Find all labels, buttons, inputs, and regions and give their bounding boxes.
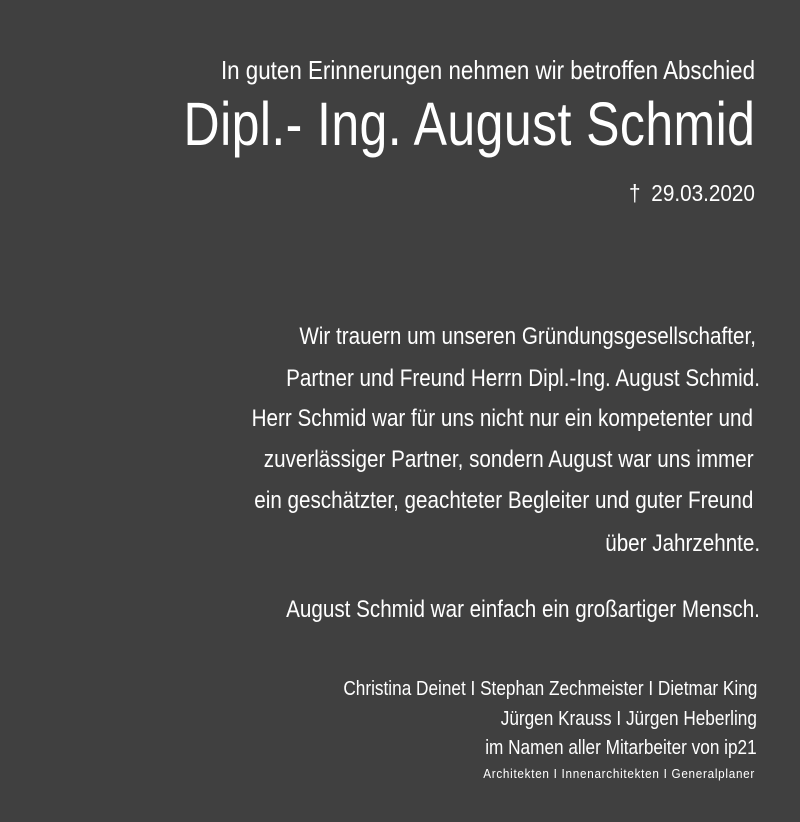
death-date-line (629, 182, 755, 205)
message-line: Wir trauern um unseren Gründungsgesellschafter, (299, 323, 756, 350)
message-line: über Jahrzehnte. (605, 530, 760, 557)
message-line: ein geschätzter, geachteter Begleiter und guter Freund (253, 487, 753, 514)
company-descriptor: Architekten I Innenarchitekten I Generalplaner (483, 766, 755, 781)
intro-line: In guten Erinnerungen nehmen wir betroffen Abschied (220, 55, 755, 85)
signature-line: Jürgen Krauss I Jürgen Heberling (500, 708, 757, 730)
death-date: 29.03.2020 (651, 180, 755, 206)
message-line: Partner und Freund Herrn Dipl.-Ing. August Schmid. (286, 365, 760, 392)
message-line: Herr Schmid war für uns nicht nur ein kompetenter und (251, 405, 753, 432)
cross-icon: † (629, 180, 641, 206)
deceased-name: Dipl.- Ing. August Schmid (183, 90, 755, 158)
closing-statement: August Schmid war einfach ein großartiger Mensch. (286, 596, 760, 623)
message-line: zuverlässiger Partner, sondern August war uns immer (264, 446, 754, 473)
signature-line: Christina Deinet I Stephan Zechmeister I Dietmar King (343, 678, 757, 700)
signature-line: im Namen aller Mitarbeiter von ip21 (485, 737, 757, 759)
